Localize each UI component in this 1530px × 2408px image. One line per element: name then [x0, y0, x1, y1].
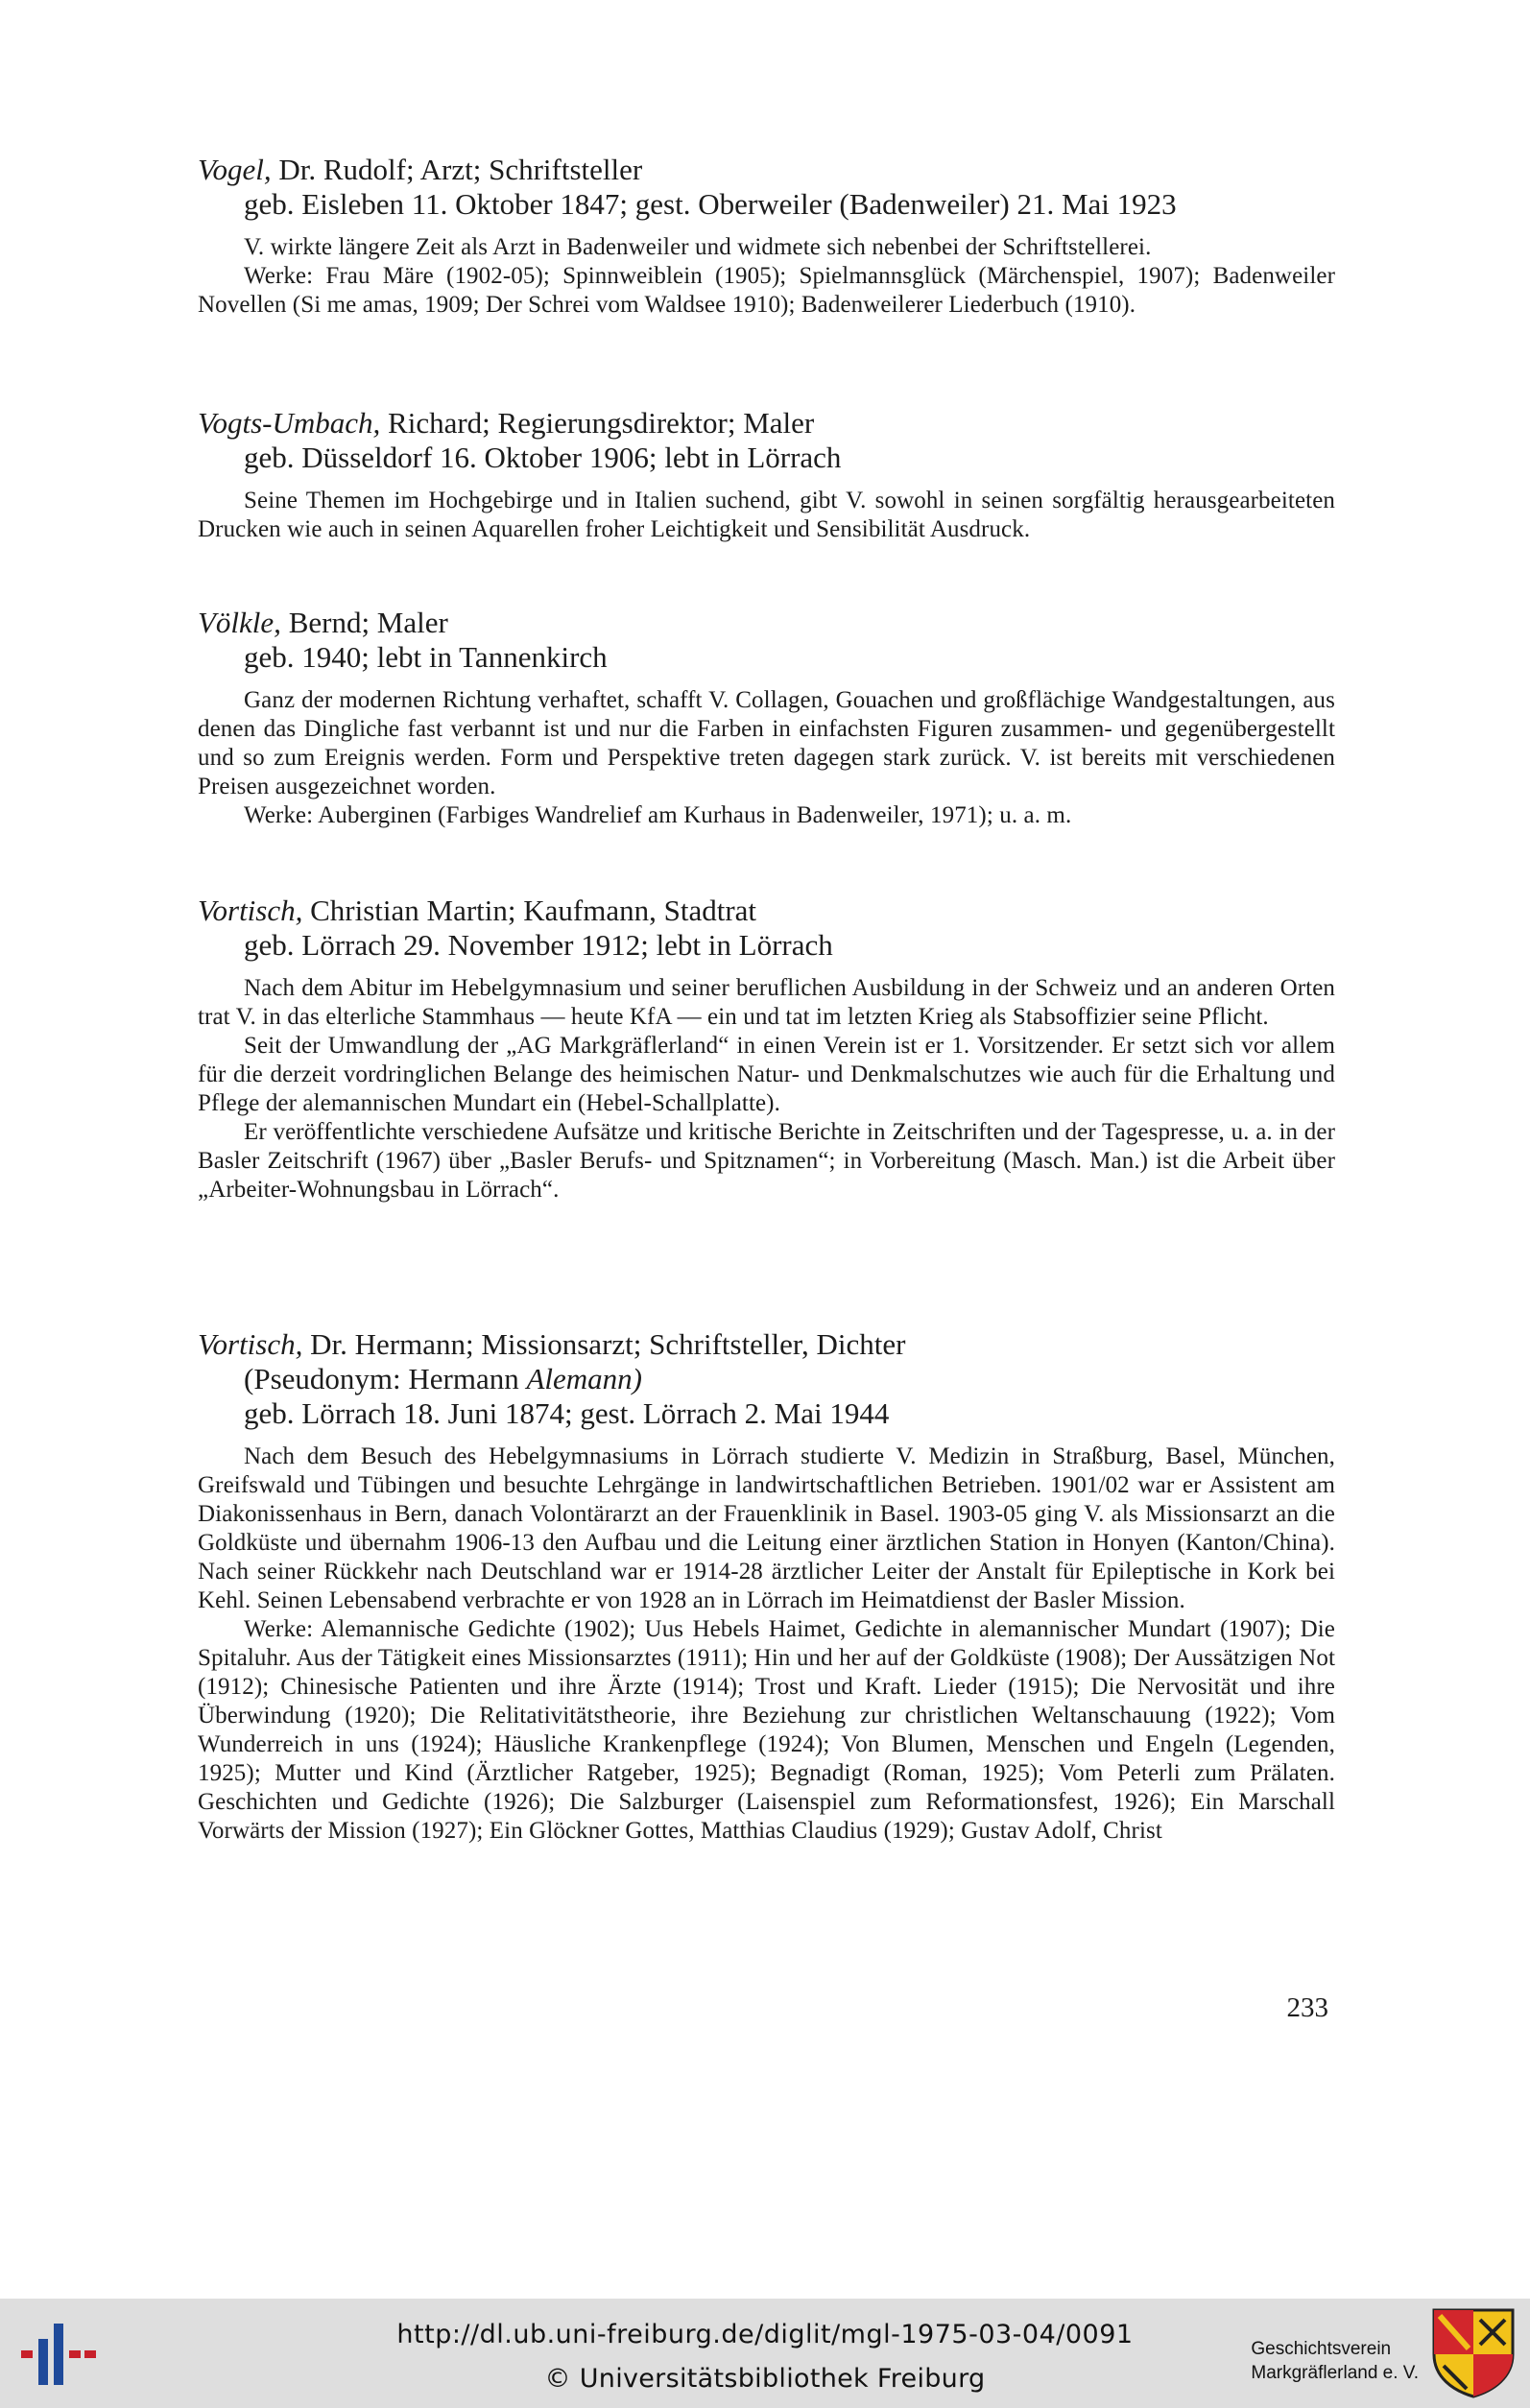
- source-url-link[interactable]: http://dl.ub.uni-freiburg.de/diglit/mgl-1975-03-04/0091: [396, 2320, 1134, 2349]
- entry-surname: Vogts-Umbach,: [198, 406, 381, 440]
- entry-works-paragraph: Werke: Auberginen (Farbiges Wandrelief am Kurhaus in Badenweiler, 1971); u. a. m.: [244, 802, 1072, 828]
- entry-vogel: [198, 152, 1335, 320]
- pseudonym-name: Alemann): [526, 1362, 642, 1395]
- entry-vortisch-hermann: [198, 1326, 1335, 1846]
- entry-vortisch-christian: [198, 893, 1335, 1204]
- entry-paragraph: Nach dem Besuch des Hebelgymnasiums in Lörrach studierte V. Medizin in Straßburg, Basel, München, Greifswald und Tübingen und besuchte Lehrgänge in landwirtschaftlichen Betrieben. 1901/02 war er Assistent am Diakonissenhaus in Bern, danach Volontärarzt an der Frauenklinik in Basel. 1903-05 ging V. als Missionsarzt an die Goldküste und übernahm 1906-13 den Aufbau und die Leitung einer ärztlichen Station in Honyen (Kanton/China). Nach seiner Rückkehr nach Deutschland war er 1914-28 ärztlicher Leiter der Anstalt für Epileptische in Kork bei Kehl. Seinen Lebensabend verbrachte er von 1928 an in Lörrach im Heimatdienst der Basler Mission.: [198, 1443, 1335, 1613]
- entry-heading-rest: Dr. Hermann; Missionsarzt; Schriftsteller, Dichter: [302, 1327, 906, 1361]
- society-name-line-2: Markgräflerland e. V.: [1251, 2363, 1419, 2383]
- society-name: [1251, 2337, 1419, 2385]
- entry-pseudonym-line: [198, 1362, 1335, 1396]
- entry-heading: [198, 152, 1335, 187]
- entry-heading: [198, 605, 1335, 640]
- entry-heading-rest: Richard; Regierungsdirektor; Maler: [380, 406, 815, 440]
- entry-heading-rest: Christian Martin; Kaufmann, Stadtrat: [302, 894, 757, 927]
- entry-birth-line: geb. Lörrach 18. Juni 1874; gest. Lörrach 2. Mai 1944: [244, 1396, 890, 1430]
- entry-paragraph: Seit der Umwandlung der „AG Markgräflerland“ in einen Verein ist er 1. Vorsitzender. Er setzt sich vor allem für die derzeit vordringlichen Belange des heimischen Natur- und Denkmalschutzes wie auch für die Erhaltung und Pflege der alemannischen Mundart ein (Hebel-Schallplatte).: [198, 1033, 1335, 1116]
- entry-heading-rest: Bernd; Maler: [280, 606, 448, 639]
- entry-voelkle: [198, 605, 1335, 830]
- entry-works-paragraph: Werke: Frau Märe (1902-05); Spinnweiblein (1905); Spielmannsglück (Märchenspiel, 1907); Badenweiler Novellen (Si me amas, 1909; Der Schrei vom Waldsee 1910); Badenweilerer Liederbuch (1910).: [198, 263, 1335, 318]
- page-number: 233: [1286, 1992, 1328, 2023]
- pseudonym-prefix: (Pseudonym: Hermann: [244, 1362, 527, 1395]
- entry-heading: [198, 405, 1335, 441]
- entry-birth-line: geb. 1940; lebt in Tannenkirch: [244, 640, 608, 674]
- entry-surname: Völkle,: [198, 606, 281, 639]
- entry-paragraph: V. wirkte längere Zeit als Arzt in Badenweiler und widmete sich nebenbei der Schriftstellerei.: [244, 234, 1152, 260]
- viewer-footer: [0, 2299, 1530, 2408]
- entry-vogts-umbach: [198, 405, 1335, 544]
- society-name-line-1: Geschichtsverein: [1251, 2339, 1392, 2359]
- entry-works-paragraph: Werke: Alemannische Gedichte (1902); Uus Hebels Haimet, Gedichte in alemannischer Mundart (1907); Die Spitaluhr. Aus der Tätigkeit eines Missionsarztes (1911); Hin und her auf der Goldküste (1908); Der Aussätzigen Not (1912); Chinesische Patienten und ihre Ärzte (1914); Trost und Kraft. Lieder (1915); Die Nervosität und ihre Überwindung (1920); Die Relitativitätstheorie, ihre Beziehung zur christlichen Weltanschauung (1922); Vom Wunderreich in uns (1924); Häusliche Krankenpflege (1924); Von Blumen, Menschen und Engeln (Legenden, 1925); Mutter und Kind (Ärztlicher Ratgeber, 1925); Begnadigt (Roman, 1925); Vom Peterli zum Prälaten. Geschichten und Gedichte (1926); Die Salzburger (Laisenspiel zum Reformationsfest, 1926); Ein Marschall Vorwärts der Mission (1927); Ein Glöckner Gottes, Matthias Claudius (1929); Gustav Adolf, Christ: [198, 1616, 1335, 1844]
- entry-birth-line: geb. Düsseldorf 16. Oktober 1906; lebt in Lörrach: [244, 441, 842, 474]
- entry-heading: [198, 1326, 1335, 1362]
- entry-heading-rest: Dr. Rudolf; Arzt; Schriftsteller: [271, 153, 643, 186]
- entry-paragraph: Ganz der modernen Richtung verhaftet, schafft V. Collagen, Gouachen und großflächige Wandgestaltungen, aus denen das Dingliche fast verbannt ist und nur die Farben in einfachsten Figuren zusammen- und gegenübergestellt und so zum Ereignis werden. Form und Perspektive treten dagegen stark zurück. V. ist bereits mit verschiedenen Preisen ausgezeichnet worden.: [198, 687, 1335, 799]
- entry-paragraph: Seine Themen im Hochgebirge und in Italien suchend, gibt V. sowohl in seinen sorgfältig herausgearbeiteten Drucken wie auch in seinen Aquarellen froher Leichtigkeit und Sensibilität Ausdruck.: [198, 488, 1335, 542]
- entry-heading: [198, 893, 1335, 928]
- entry-surname: Vortisch,: [198, 1327, 303, 1361]
- entry-birth-line: geb. Lörrach 29. November 1912; lebt in Lörrach: [244, 928, 833, 962]
- copyright-text: © Universitätsbibliothek Freiburg: [544, 2364, 986, 2394]
- entry-surname: Vortisch,: [198, 894, 303, 927]
- entry-paragraph: Nach dem Abitur im Hebelgymnasium und seiner beruflichen Ausbildung in der Schweiz und an anderen Orten trat V. in das elterliche Stammhaus — heute KfA — ein und tat im letzten Krieg als Stabsoffizier seine Pflicht.: [198, 975, 1335, 1030]
- entry-surname: Vogel,: [198, 153, 272, 186]
- coat-of-arms-icon[interactable]: [1430, 2306, 1517, 2398]
- entry-birth-line: geb. Eisleben 11. Oktober 1847; gest. Oberweiler (Badenweiler) 21. Mai 1923: [244, 187, 1177, 221]
- entry-paragraph: Er veröffentlichte verschiedene Aufsätze und kritische Berichte in Zeitschriften und der Tagespresse, u. a. in der Basler Zeitschrift (1967) über „Basler Berufs- und Spitznamen“; in Vorbereitung (Masch. Man.) ist die Arbeit über „Arbeiter-Wohnungsbau in Lörrach“.: [198, 1119, 1335, 1203]
